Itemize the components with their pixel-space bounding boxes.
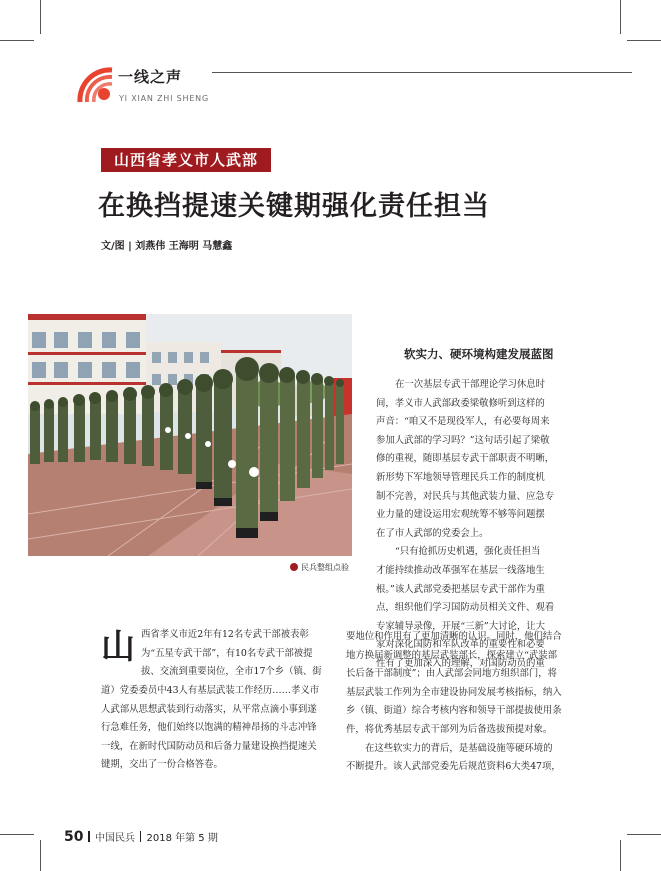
section-subhead: 软实力、硬环境构建发展蓝图	[404, 347, 554, 361]
text-line: 在了市人武部的党委会上。	[376, 527, 489, 539]
folio-divider	[140, 831, 142, 842]
crop-mark	[0, 834, 34, 835]
article-headline: 在换挡提速关键期强化责任担当	[98, 191, 490, 222]
section-logo-icon	[72, 62, 116, 106]
text-line: 行急难任务，他们始终以饱满的精神昂扬的斗志冲锋	[101, 722, 317, 734]
article-byline: 文/图 | 刘燕伟 王海明 马慧鑫	[101, 241, 233, 252]
text-line: 地方换届新调整的基层武装部长，探索建立“武装部	[346, 649, 558, 661]
left-paragraph	[101, 682, 327, 775]
crop-mark	[40, 0, 41, 34]
magazine-name: 中国民兵	[94, 833, 135, 844]
text-line: 西省孝义市近2年有12名专武干部被表彰	[141, 629, 309, 640]
text-line: 制不完善，对民兵与其他武装力量、应急专	[376, 490, 555, 502]
paragraph-1	[376, 376, 576, 543]
photo-caption-text: 民兵整组点验	[301, 563, 349, 572]
section-subtitle: YI XIAN ZHI SHENG	[119, 94, 209, 103]
folio-divider	[88, 831, 90, 842]
text-line: 乡（镇、街道）综合考核内容和领导干部提拔使用条	[346, 705, 562, 717]
right-column-wide	[346, 628, 582, 777]
dropcap-lines	[141, 626, 327, 682]
section-divider	[212, 72, 632, 73]
text-line: 性有了更加深入的理解，对国防动员的重	[376, 657, 545, 669]
text-line: 在一次基层专武干部理论学习休息时	[395, 379, 546, 390]
caption-marker-icon	[290, 563, 298, 571]
text-line: 修的重视，随即基层专武干部职责不明晰，	[376, 453, 555, 465]
dropcap: 山	[101, 627, 135, 667]
text-line: 新形势下军地领导管理民兵工作的制度机	[376, 471, 545, 483]
page-number: 50	[64, 829, 84, 845]
text-line: 键期，交出了一份合格答卷。	[101, 759, 223, 771]
section-title: 一线之声	[118, 68, 183, 86]
paragraph-2-cont	[346, 628, 582, 740]
text-line: 间，孝义市人武部政委梁敬修听到这样的	[376, 397, 545, 409]
crop-mark	[627, 40, 661, 41]
text-line: “只有抢抓历史机遇，强化责任担当	[395, 546, 541, 558]
text-line: 专家辅导录像，开展“三新”大讨论，让大	[376, 620, 545, 632]
text-line: 长后备干部制度”；由人武部会同地方组织部门，将	[346, 668, 558, 680]
text-line: 要地位和作用有了更加清晰的认识。同时，他们结合	[346, 631, 562, 642]
photo-caption	[290, 562, 349, 573]
text-line: 声音：“咱又不是现役军人，有必要每周来	[376, 416, 550, 428]
text-line: 人武部从思想武装到行动落实，从平常点滴小事到遂	[101, 703, 317, 715]
text-line: 道）党委委员中43人有基层武装工作经历……孝义市	[101, 685, 320, 696]
article-tag: 山西省孝义市人武部	[101, 148, 271, 172]
text-line: 在这些软实力的背后，是基础设施等硬环境的	[365, 742, 553, 754]
article-photo	[28, 314, 352, 556]
crop-mark	[620, 840, 621, 871]
text-line: 基层武装工作列为全市建设协同发展考核指标，纳入	[346, 686, 562, 698]
text-line: 拔、交流到重要岗位，全市17个乡（镇、街	[141, 666, 322, 678]
text-line: 为“五星专武干部”，有10名专武干部被提	[141, 647, 313, 659]
text-line: 业力量的建设运用宏观统筹不够等问题摆	[376, 509, 545, 521]
text-line: 根。”该人武部党委把基层专武干部作为重	[376, 583, 545, 595]
page-folio	[64, 829, 218, 845]
crop-mark	[627, 834, 661, 835]
text-line: 件，将优秀基层专武干部列为后备选拔预提对象。	[346, 723, 553, 735]
text-line: 不断提升。该人武部党委先后规范资料6大类47项，	[346, 761, 561, 773]
text-line: 一线，在新时代国防动员和后备力量建设换挡提速关	[101, 740, 317, 752]
text-line: 参加人武部的学习吗？”这句话引起了梁敬	[376, 434, 550, 446]
crop-mark	[620, 0, 621, 34]
text-line: 家对深化国防和军队改革的重要性和必要	[376, 639, 545, 651]
paragraph-3	[346, 740, 582, 777]
issue-label: 2018 年第 5 期	[146, 833, 218, 844]
crop-mark	[40, 840, 41, 871]
text-line: 点，组织他们学习国防动员相关文件、观看	[376, 602, 555, 614]
text-line: 才能持续推动改革强军在基层一线落地生	[376, 564, 545, 576]
left-column	[101, 626, 327, 775]
crop-mark	[0, 40, 34, 41]
